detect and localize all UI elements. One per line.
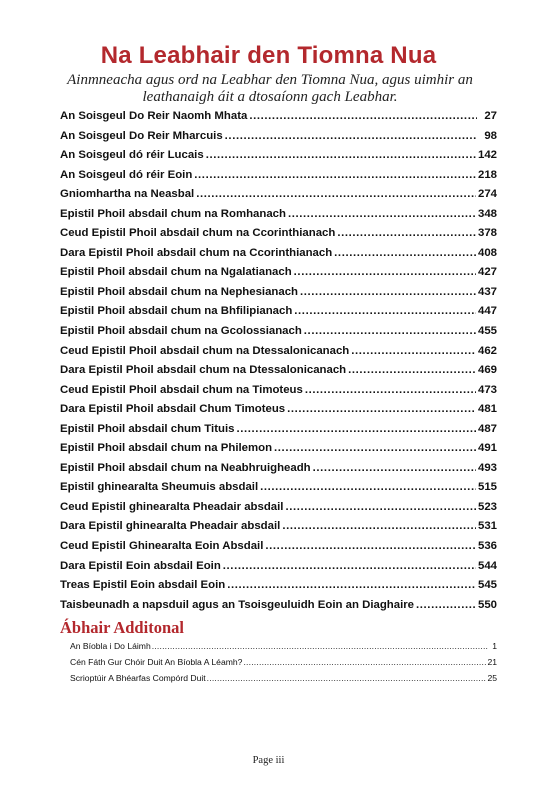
dot-leader	[313, 462, 476, 474]
toc-entry[interactable]	[60, 599, 497, 619]
toc-entry-title: Ceud Epistil Phoil absdail chum na Timoteus	[60, 383, 303, 396]
toc-entry[interactable]	[60, 501, 497, 521]
dot-leader	[416, 599, 476, 611]
toc-entry-page-number: 531	[477, 520, 497, 533]
toc-entry-page-number: 427	[477, 266, 497, 279]
toc-entry[interactable]	[60, 462, 497, 482]
toc-entry-page-number: 462	[477, 344, 497, 357]
toc-entry-page-number: 274	[477, 188, 497, 201]
toc-entry[interactable]	[60, 560, 497, 580]
dot-leader	[260, 481, 476, 493]
toc-entry[interactable]	[60, 188, 497, 208]
toc-entry-page-number: 545	[477, 579, 497, 592]
toc-entry[interactable]	[60, 286, 497, 306]
toc-entry-title: An Soisgeul dó réir Lucais	[60, 149, 204, 162]
toc-entry[interactable]	[60, 403, 497, 423]
toc-entry-title: Dara Epistil Phoil absdail Chum Timoteus	[60, 403, 286, 416]
toc-entry-title: Epistil ghinearalta Sheumuis absdail	[60, 481, 259, 494]
page-number-footer: Page iii	[252, 755, 285, 766]
toc-entry-title: Dara Epistil Phoil absdail chum na Dtessalonicanach	[60, 364, 347, 377]
dot-leader	[227, 579, 476, 591]
dot-leader	[348, 364, 476, 376]
toc-entry-title: Dara Epistil Phoil absdail chum na Ccorinthianach	[60, 246, 333, 259]
dot-leader	[294, 266, 476, 278]
toc-entry-page-number: 473	[477, 383, 497, 396]
additional-list	[70, 641, 497, 690]
toc-entry-page-number: 378	[477, 227, 497, 240]
toc-entry[interactable]	[60, 442, 497, 462]
toc-entry-page-number: 515	[477, 481, 497, 494]
toc-entry[interactable]	[60, 384, 497, 404]
toc-entry-title: An Bíobla i Do Láimh	[70, 641, 151, 651]
toc-entry-page-number: 21	[487, 657, 497, 668]
dot-leader	[285, 501, 476, 513]
dot-leader	[282, 520, 476, 532]
toc-entry-page-number: 408	[477, 246, 497, 259]
toc-entry-title: Dara Epistil Eoin absdail Eoin	[60, 559, 221, 572]
dot-leader	[249, 110, 477, 122]
toc-entry-title: Epistil Phoil absdail chum na Neabhruigheadh	[60, 461, 311, 474]
toc-entry-title: An Soisgeul dó réir Eoin	[60, 168, 193, 181]
toc-entry[interactable]	[60, 130, 497, 150]
toc-entry[interactable]	[60, 423, 497, 443]
toc-entry-page-number: 437	[477, 285, 497, 298]
toc-entry-title: Epistil Phoil absdail chum na Gcolossianach	[60, 325, 302, 338]
dot-leader	[300, 286, 476, 298]
toc-entry-page-number: 469	[477, 364, 497, 377]
toc-entry-title: Taisbeunadh a napsduil agus an Tsoisgeuluidh Eoin an Diaghaire	[60, 598, 415, 611]
toc-entry-title: Scrioptúir A Bhéarfas Compórd Duit	[70, 673, 206, 684]
toc-entry[interactable]	[60, 227, 497, 247]
toc-entry-title: Cén Fáth Gur Chóir Duit An Bíobla A Léamh?	[70, 657, 243, 668]
toc-entry[interactable]	[70, 641, 497, 657]
toc-entry-page-number: 523	[477, 500, 497, 513]
toc-entry-page-number: 447	[477, 305, 497, 318]
toc-entry-page-number: 142	[477, 149, 497, 162]
toc-entry-title: Epistil Phoil absdail chum na Bhfilipianach	[60, 305, 293, 318]
dot-leader	[274, 442, 476, 454]
dot-leader	[304, 325, 476, 337]
toc-entry-page-number: 544	[477, 559, 497, 572]
toc-entry-title: An Soisgeul Do Reir Mharcuis	[60, 129, 223, 142]
dot-leader	[206, 149, 476, 161]
toc-entry-page-number: 550	[477, 598, 497, 611]
toc-entry-title: Epistil Phoil absdail chum na Nephesianach	[60, 285, 298, 298]
toc-entry-title: Ceud Epistil Phoil absdail chum na Ccorinthianach	[60, 227, 336, 240]
toc-entry-page-number: 218	[477, 168, 497, 181]
toc-entry-title: Gniomhartha na Neasbal	[60, 188, 195, 201]
dot-leader	[152, 641, 488, 651]
toc-entry-page-number: 1	[492, 641, 497, 651]
toc-entry-page-number: 25	[487, 673, 497, 684]
toc-entry-title: Epistil Phoil absdail chum na Romhanach	[60, 207, 286, 220]
toc-entry[interactable]	[60, 481, 497, 501]
toc-entry[interactable]	[60, 520, 497, 540]
toc-entry[interactable]	[60, 345, 497, 365]
dot-leader	[294, 305, 476, 317]
dot-leader	[223, 560, 476, 572]
dot-leader	[337, 227, 476, 239]
toc-entry[interactable]	[60, 305, 497, 325]
toc-entry-page-number: 481	[477, 403, 497, 416]
toc-entry-page-number: 493	[477, 461, 497, 474]
dot-leader	[236, 423, 476, 435]
toc-entry[interactable]	[60, 149, 497, 169]
toc-entry-page-number: 27	[484, 110, 497, 122]
dot-leader	[196, 188, 476, 200]
toc-entry-page-number: 491	[477, 442, 497, 455]
dot-leader	[334, 247, 476, 259]
toc-entry-title: Epistil Phoil absdail chum na Ngalatianach	[60, 266, 292, 279]
toc-entry-title: Treas Epistil Eoin absdail Eoin	[60, 579, 226, 592]
toc-entry[interactable]	[60, 579, 497, 599]
toc-entry-title: Dara Epistil ghinearalta Pheadair absdail	[60, 520, 281, 533]
toc-entry-title: An Soisgeul Do Reir Naomh Mhata	[60, 110, 248, 122]
toc-entry-title: Epistil Phoil absdail chum na Philemon	[60, 442, 273, 455]
toc-entry-page-number: 98	[484, 129, 497, 142]
toc-entry[interactable]	[60, 540, 497, 560]
dot-leader	[194, 169, 476, 181]
toc-entry[interactable]	[60, 247, 497, 267]
dot-leader	[305, 384, 476, 396]
toc-entry[interactable]	[60, 169, 497, 189]
dot-leader	[265, 540, 476, 552]
toc-entry[interactable]	[70, 673, 497, 689]
toc-entry[interactable]	[60, 266, 497, 286]
toc-entry[interactable]	[60, 325, 497, 345]
toc-entry-title: Ceud Epistil Ghinearalta Eoin Absdail	[60, 540, 264, 553]
page-subtitle: Ainmneacha agus ord na Leabhar den Tiomna Nua, agus uimhir an leathanaigh áit a dtosaíonn gach Leabhar.	[67, 72, 473, 105]
dot-leader	[287, 403, 476, 415]
toc-entry-title: Ceud Epistil Phoil absdail chum na Dtessalonicanach	[60, 344, 350, 357]
dot-leader	[351, 345, 476, 357]
table-of-contents	[60, 110, 497, 618]
additional-heading: Ábhair Additonal	[60, 618, 184, 637]
toc-entry-title: Epistil Phoil absdail chum Tituis	[60, 422, 235, 435]
dot-leader	[207, 673, 487, 683]
dot-leader	[288, 208, 476, 220]
page-title: Na Leabhair den Tiomna Nua	[100, 42, 437, 69]
toc-entry-page-number: 348	[477, 207, 497, 220]
toc-entry-title: Ceud Epistil ghinearalta Pheadair absdail	[60, 500, 284, 513]
dot-leader	[225, 130, 477, 142]
toc-entry-page-number: 487	[477, 422, 497, 435]
toc-entry-page-number: 536	[477, 540, 497, 553]
toc-entry[interactable]	[60, 110, 497, 130]
toc-entry[interactable]	[60, 364, 497, 384]
toc-entry[interactable]	[60, 208, 497, 228]
toc-entry-page-number: 455	[477, 325, 497, 338]
toc-entry[interactable]	[70, 657, 497, 673]
dot-leader	[243, 657, 486, 667]
